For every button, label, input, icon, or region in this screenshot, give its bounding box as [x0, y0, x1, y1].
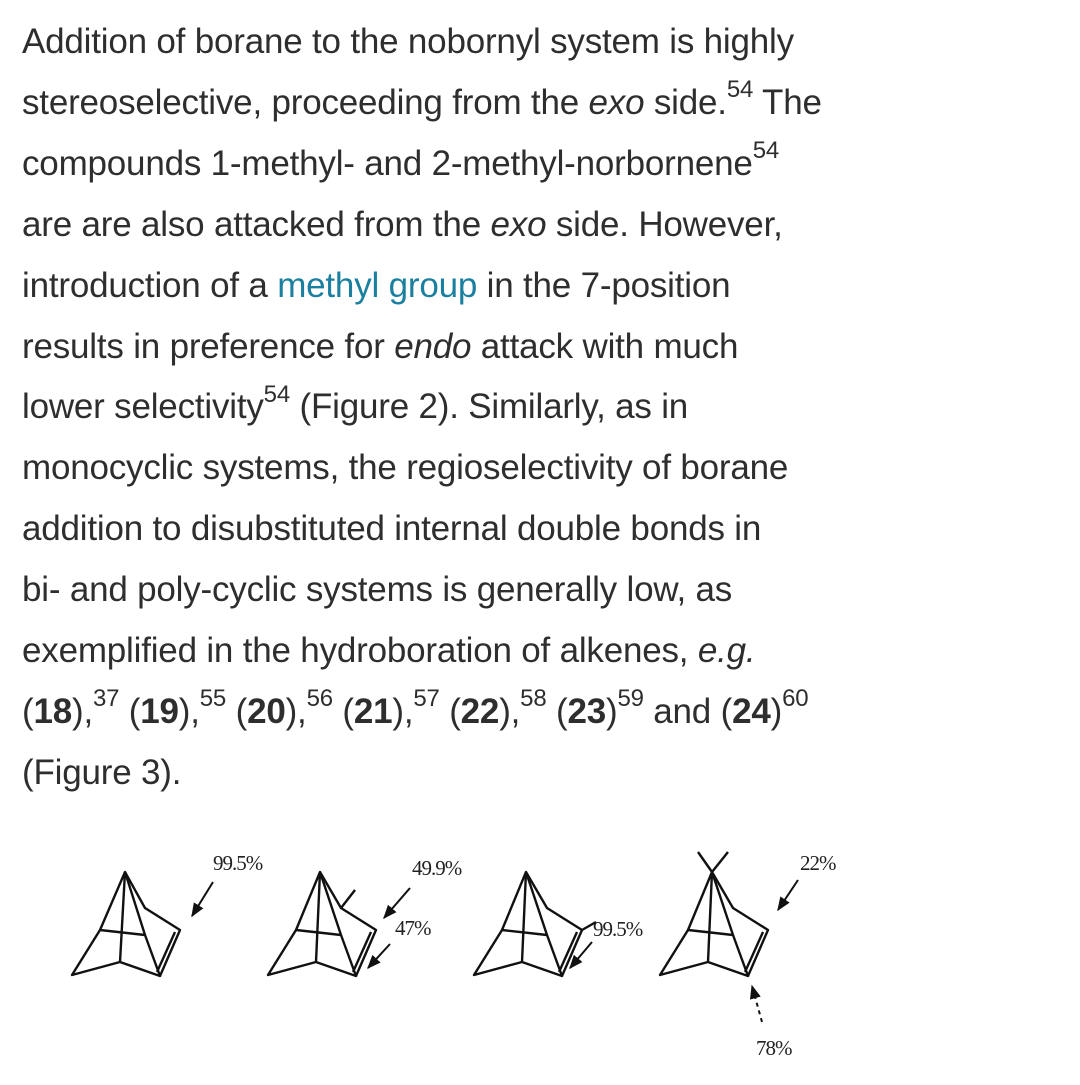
compound-number: 24	[732, 691, 771, 731]
selectivity-label: 99.5%	[213, 851, 263, 875]
text-line-11	[22, 621, 922, 682]
text-line-10	[22, 560, 922, 621]
selectivity-label: 99.5%	[593, 917, 643, 941]
text-line-4	[22, 195, 922, 256]
text-line-13	[22, 743, 922, 804]
reference-superscript[interactable]: 54	[263, 380, 290, 408]
dimethylnorbornene-structure	[660, 851, 836, 1060]
norbornene-structure	[72, 851, 263, 976]
selectivity-label: 22%	[800, 851, 836, 875]
selectivity-label: 78%	[756, 1036, 792, 1060]
compound-number: 21	[353, 691, 393, 731]
compound-number: 22	[460, 691, 500, 731]
italic-abbrev-eg: e.g.	[697, 631, 756, 671]
methyl-group-link[interactable]: methyl group	[277, 265, 478, 305]
reference-superscript[interactable]: 56	[306, 685, 333, 713]
article-paragraph	[22, 12, 922, 804]
text-run: stereoselective, proceeding from the	[22, 82, 589, 122]
text-line-6	[22, 317, 922, 378]
text-run: (Figure 2). Similarly, as in	[289, 387, 689, 427]
text-run: addition to disubstituted internal double bonds in	[22, 509, 762, 549]
text-run: compounds 1-methyl- and 2-methyl-norbornene	[22, 143, 753, 183]
selectivity-label: 49.9%	[412, 856, 462, 880]
text-run: introduction of a	[22, 265, 278, 305]
text-run: monocyclic systems, the regioselectivity of borane	[22, 448, 789, 488]
italic-term-exo: exo	[588, 82, 645, 122]
text-run: side.	[644, 82, 727, 122]
text-line-3	[22, 134, 922, 195]
text-run: results in preference for	[22, 326, 395, 366]
compound-number: 19	[140, 691, 179, 731]
text-line-7	[22, 377, 922, 438]
figure-2-norbornene-selectivity	[0, 830, 900, 1080]
compound-number: 23	[567, 691, 606, 731]
italic-term-endo: endo	[394, 326, 472, 366]
reference-superscript[interactable]: 58	[520, 685, 547, 713]
text-run: bi- and poly-cyclic systems is generally low, as	[22, 570, 733, 610]
reference-superscript[interactable]: 60	[782, 685, 809, 713]
text-run: attack with much	[471, 326, 739, 366]
reference-superscript[interactable]: 54	[726, 76, 754, 104]
reference-superscript[interactable]: 59	[617, 685, 644, 713]
text-run: Addition of borane to the nobornyl system is highly	[22, 22, 794, 61]
reference-superscript[interactable]: 37	[92, 685, 120, 713]
text-run: exemplified in the hydroboration of alkenes,	[22, 631, 698, 671]
text-run: in the 7-position	[477, 265, 731, 305]
compound-number: 18	[33, 691, 72, 731]
reference-superscript[interactable]: 55	[199, 685, 227, 713]
reference-superscript[interactable]: 54	[752, 137, 779, 165]
text-run: and	[643, 691, 721, 731]
italic-term-exo: exo	[490, 204, 547, 244]
methylnorbornene-structure	[474, 872, 643, 976]
text-run: The	[753, 82, 822, 122]
selectivity-label: 47%	[395, 916, 431, 940]
text-line-1	[22, 12, 922, 73]
text-line-9	[22, 499, 922, 560]
reference-superscript[interactable]: 57	[413, 685, 440, 713]
text-run: side. However,	[546, 204, 783, 244]
text-run: lower selectivity	[22, 387, 264, 427]
text-line-5	[22, 256, 922, 317]
methylnorbornene-structure	[268, 856, 462, 976]
text-run: are are also attacked from the	[22, 204, 491, 244]
text-run: (Figure 3).	[22, 752, 182, 792]
text-line-8	[22, 438, 922, 499]
text-line-12: (18),$^{37}$ (19),$^{55}$ (20),$^{56}$ (21),$^{57}$ (22),$^{58}$ $(23)^{59}$ and $(24)^{60}$	[22, 685, 809, 731]
compound-number: 20	[247, 691, 286, 731]
text-line-2	[22, 73, 922, 134]
